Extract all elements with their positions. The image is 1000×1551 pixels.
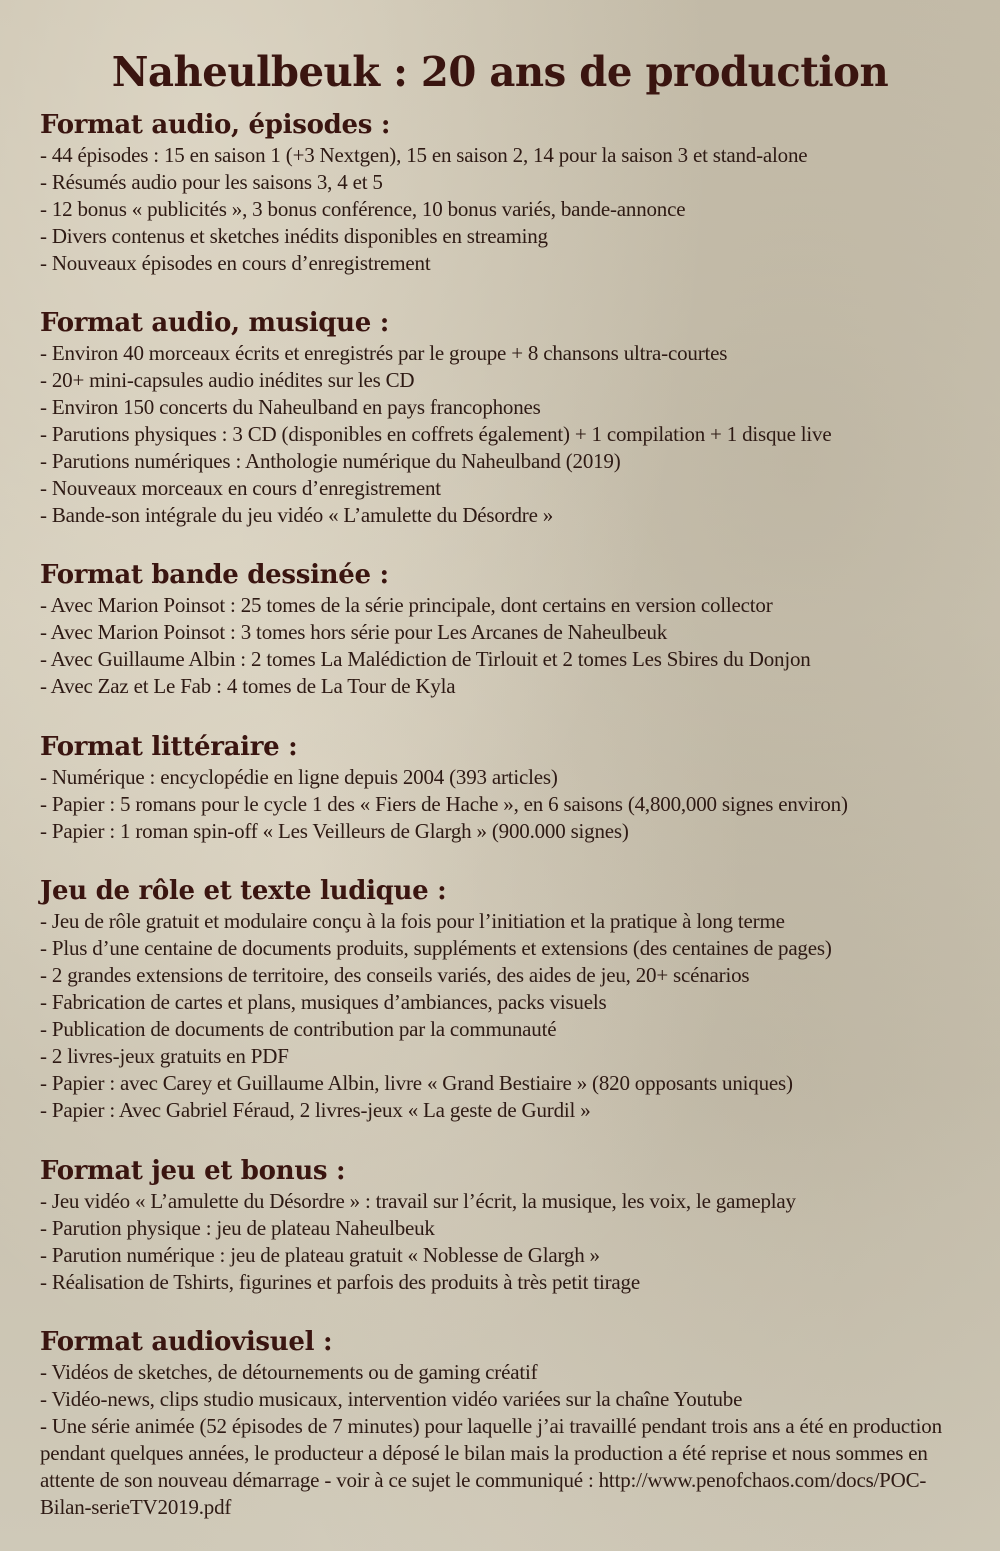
section-heading: Format audio, musique : [40,308,390,338]
section-audio-episodes [40,108,990,277]
page-title: Naheulbeuk : 20 ans de production [111,48,889,97]
section-literature [40,730,990,845]
list-item: - Plus d’une centaine de documents produits, suppléments et extensions (des centaines de pages) [40,936,832,960]
list-item: - Avec Zaz et Le Fab : 4 tomes de La Tour de Kyla [40,674,456,698]
list-item: - Jeu vidéo « L’amulette du Désordre » : travail sur l’écrit, la musique, les voix, le gameplay [40,1189,796,1213]
list-item: - Avec Marion Poinsot : 25 tomes de la série principale, dont certains en version collector [40,593,773,617]
list-item: - 12 bonus « publicités », 3 bonus conférence, 10 bonus variés, bande-annonce [40,197,686,221]
list-item: - 20+ mini-capsules audio inédites sur les CD [40,368,415,392]
section-roleplay [40,874,990,1124]
list-item: - Vidéos de sketches, de détournements ou de gaming créatif [40,1360,538,1384]
list-item: - Nouveaux morceaux en cours d’enregistrement [40,476,441,500]
list-item: - Numérique : encyclopédie en ligne depuis 2004 (393 articles) [40,765,558,789]
list-item: - Nouveaux épisodes en cours d’enregistrement [40,251,431,275]
section-heading: Format audio, épisodes : [40,110,391,140]
section-audio-music [40,306,990,529]
list-item: - Papier : 1 roman spin-off « Les Veilleurs de Glargh » (900.000 signes) [40,819,629,843]
section-games-bonus [40,1154,990,1296]
list-item: - Avec Guillaume Albin : 2 tomes La Malédiction de Tirlouit et 2 tomes Les Sbires du Donjon [40,647,811,671]
list-item: - Publication de documents de contribution par la communauté [40,1017,557,1041]
list-item: - Environ 150 concerts du Naheulband en pays francophones [40,395,541,419]
section-heading: Format bande dessinée : [40,560,389,590]
section-heading: Format jeu et bonus : [40,1156,346,1186]
list-item: - Résumés audio pour les saisons 3, 4 et 5 [40,170,383,194]
list-item: - Environ 40 morceaux écrits et enregistrés par le groupe + 8 chansons ultra-courtes [40,341,728,365]
list-item: - Papier : Avec Gabriel Féraud, 2 livres-jeux « La geste de Gurdil » [40,1098,591,1122]
section-heading: Jeu de rôle et texte ludique : [40,876,447,906]
list-item: - Divers contenus et sketches inédits disponibles en streaming [40,224,548,248]
list-item: - Fabrication de cartes et plans, musiques d’ambiances, packs visuels [40,990,607,1014]
section-heading: Format littéraire : [40,732,298,762]
section-comics [40,558,990,700]
list-item: - Papier : avec Carey et Guillaume Albin, livre « Grand Bestiaire » (820 opposants uniques) [40,1071,793,1095]
list-item: - Avec Marion Poinsot : 3 tomes hors série pour Les Arcanes de Naheulbeuk [40,620,668,644]
list-item: - Bande-son intégrale du jeu vidéo « L’amulette du Désordre » [40,503,554,527]
list-item: - 2 livres-jeux gratuits en PDF [40,1044,289,1068]
list-item: - Parutions physiques : 3 CD (disponibles en coffrets également) + 1 compilation + 1 disque live [40,422,832,446]
list-item: - Parution numérique : jeu de plateau gratuit « Noblesse de Glargh » [40,1243,600,1267]
list-item: - Papier : 5 romans pour le cycle 1 des « Fiers de Hache », en 6 saisons (4,800,000 signes environ) [40,792,848,816]
list-item-animated-series: - Une série animée (52 épisodes de 7 minutes) pour laquelle j’ai travaillé pendant trois ans a été en production pendant quelques années, le producteur a déposé le bilan mais la production a été reprise et nous sommes en attente de son nouveau démarrage - voir à ce sujet le communiqué : http://www.penofchaos.com/docs/POC-Bilan-serieTV2019.pdf [40,1414,942,1519]
list-item: - 2 grandes extensions de territoire, des conseils variés, des aides de jeu, 20+ scénarios [40,963,750,987]
list-item: - Jeu de rôle gratuit et modulaire conçu à la fois pour l’initiation et la pratique à long terme [40,909,785,933]
list-item: - 44 épisodes : 15 en saison 1 (+3 Nextgen), 15 en saison 2, 14 pour la saison 3 et stand-alone [40,143,808,167]
list-item: - Parutions numériques : Anthologie numérique du Naheulband (2019) [40,449,621,473]
section-heading: Format audiovisuel : [40,1327,333,1357]
list-item: - Vidéo-news, clips studio musicaux, intervention vidéo variées sur la chaîne Youtube [40,1387,743,1411]
section-audiovisual [40,1325,990,1521]
list-item: - Parution physique : jeu de plateau Naheulbeuk [40,1216,435,1240]
list-item: - Réalisation de Tshirts, figurines et parfois des produits à très petit tirage [40,1270,640,1294]
